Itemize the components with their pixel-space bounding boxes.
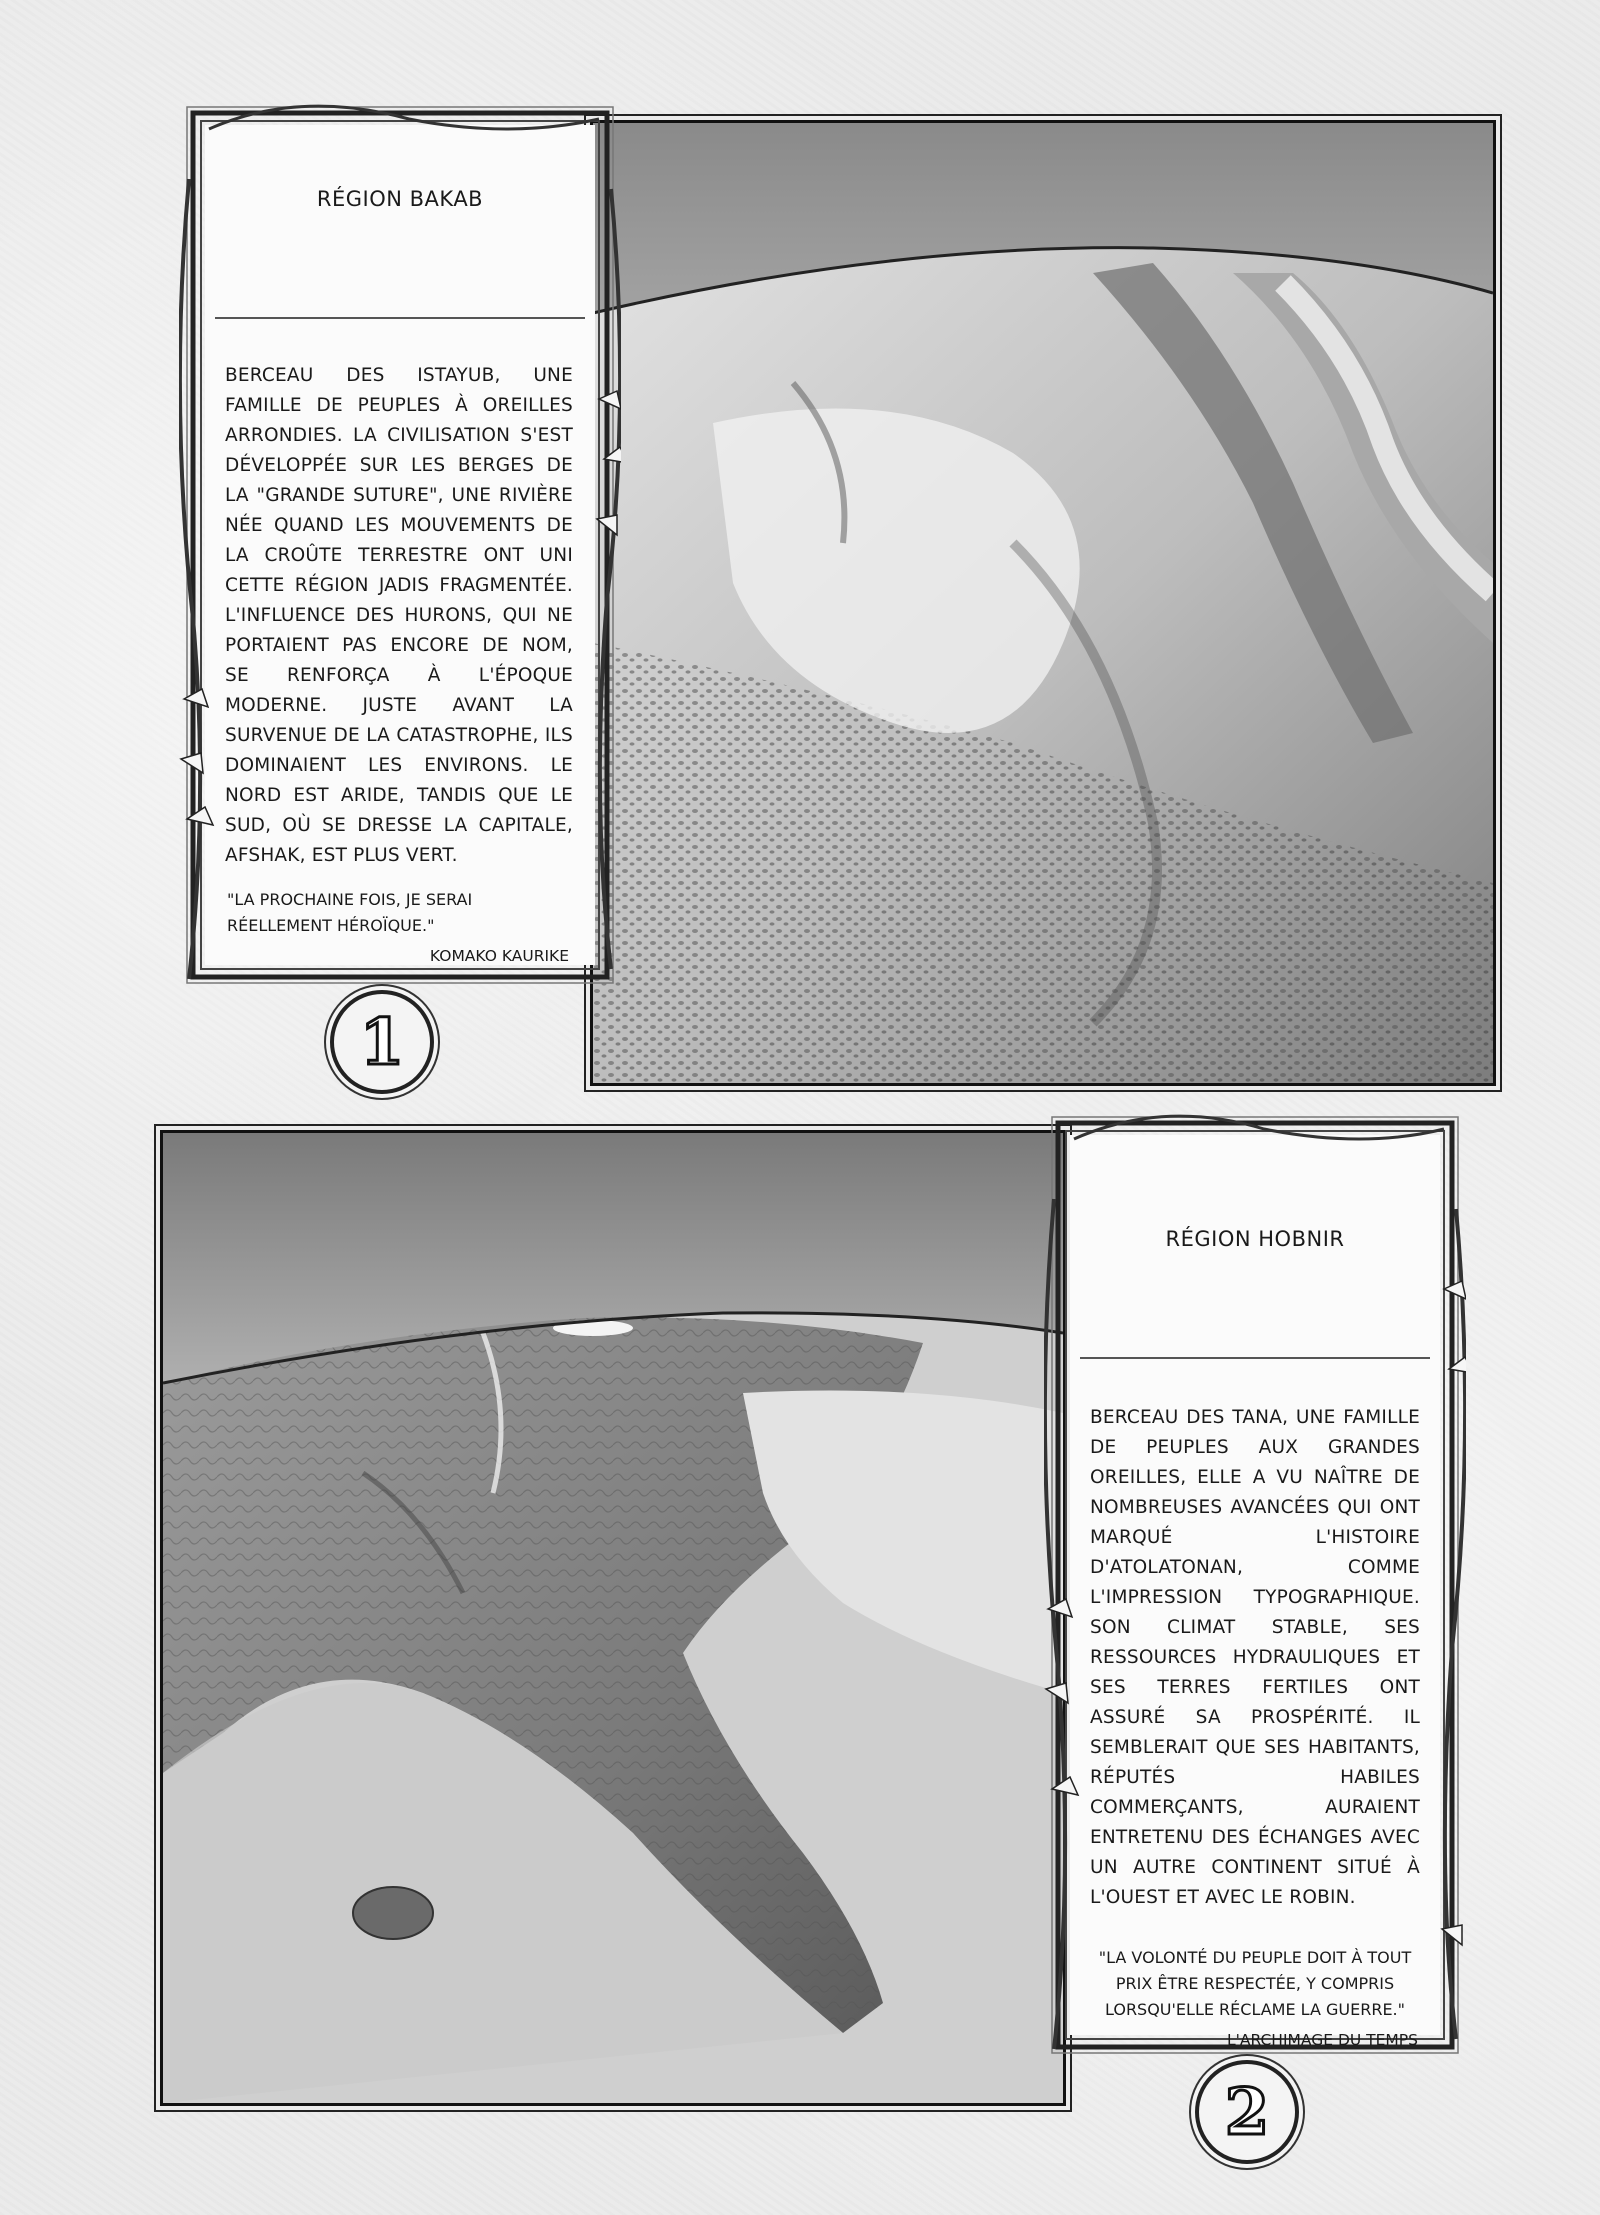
landscape-panel-hobnir (160, 1130, 1066, 2106)
hobnir-terrain-illustration (163, 1133, 1063, 2103)
landscape-panel-bakab (590, 120, 1496, 1086)
quote-author: KOMAKO KAURIKE (429, 947, 569, 965)
region-number-medallion: 1 (330, 990, 434, 1094)
region-quote: "LA PROCHAINE FOIS, JE SERAI RÉELLEMENT HÉROÏQUE." (227, 890, 473, 935)
region-title: RÉGION BAKAB (316, 187, 484, 211)
region-number-medallion: 2 (1195, 2060, 1299, 2164)
title-divider (1080, 1357, 1430, 1359)
title-divider (215, 317, 585, 319)
quote-author: L'ARCHIMAGE DU TEMPS (1226, 2031, 1418, 2049)
region-quote: "LA VOLONTÉ DU PEUPLE DOIT À TOUT PRIX ÊTRE RESPECTÉE, Y COMPRIS LORSQU'ELLE RÉCLAME LA GUERRE." (1098, 1948, 1412, 2019)
region-description: BERCEAU DES ISTAYUB, UNE FAMILLE DE PEUPLES À OREILLES ARRONDIES. LA CIVILISATION S'EST DÉVELOPPÉE SUR LES BERGES DE LA "GRANDE SUTURE", UNE RIVIÈRE NÉE QUAND LES MOUVEMENTS DE LA CROÛTE TERRESTRE ONT UNI CETTE RÉGION JADIS FRAGMENTÉE. L'INFLUENCE DES HURONS, QUI NE PORTAIENT PAS ENCORE DE NOM, SE RENFORÇA À L'ÉPOQUE MODERNE. JUSTE AVANT LA SURVENUE DE LA CATASTROPHE, ILS DOMINAIENT LES ENVIRONS. LE NORD EST ARIDE, TANDIS QUE LE SUD, OÙ SE DRESSE LA CAPITALE, AFSHAK, EST PLUS VERT. (225, 365, 573, 866)
region-card-bakab (205, 125, 595, 965)
region-description: BERCEAU DES TANA, UNE FAMILLE DE PEUPLES AUX GRANDES OREILLES, ELLE A VU NAÎTRE DE NOMBREUSES AVANCÉES QUI ONT MARQUÉ L'HISTOIRE D'ATOLATONAN, COMME L'IMPRESSION TYPOGRAPHIQUE. SON CLIMAT STABLE, SES RESSOURCES HYDRAULIQUES ET SES TERRES FERTILES ONT ASSURÉ SA PROSPÉRITÉ. IL SEMBLERAIT QUE SES HABITANTS, RÉPUTÉS HABILES COMMERÇANTS, AURAIENT ENTRETENU DES ÉCHANGES AVEC UN AUTRE CONTINENT SITUÉ À L'OUEST ET AVEC LE ROBIN. (1090, 1407, 1420, 1908)
region-card-hobnir (1070, 1135, 1440, 2049)
region-title: RÉGION HOBNIR (1165, 1227, 1345, 1251)
bakab-terrain-illustration (593, 123, 1493, 1083)
